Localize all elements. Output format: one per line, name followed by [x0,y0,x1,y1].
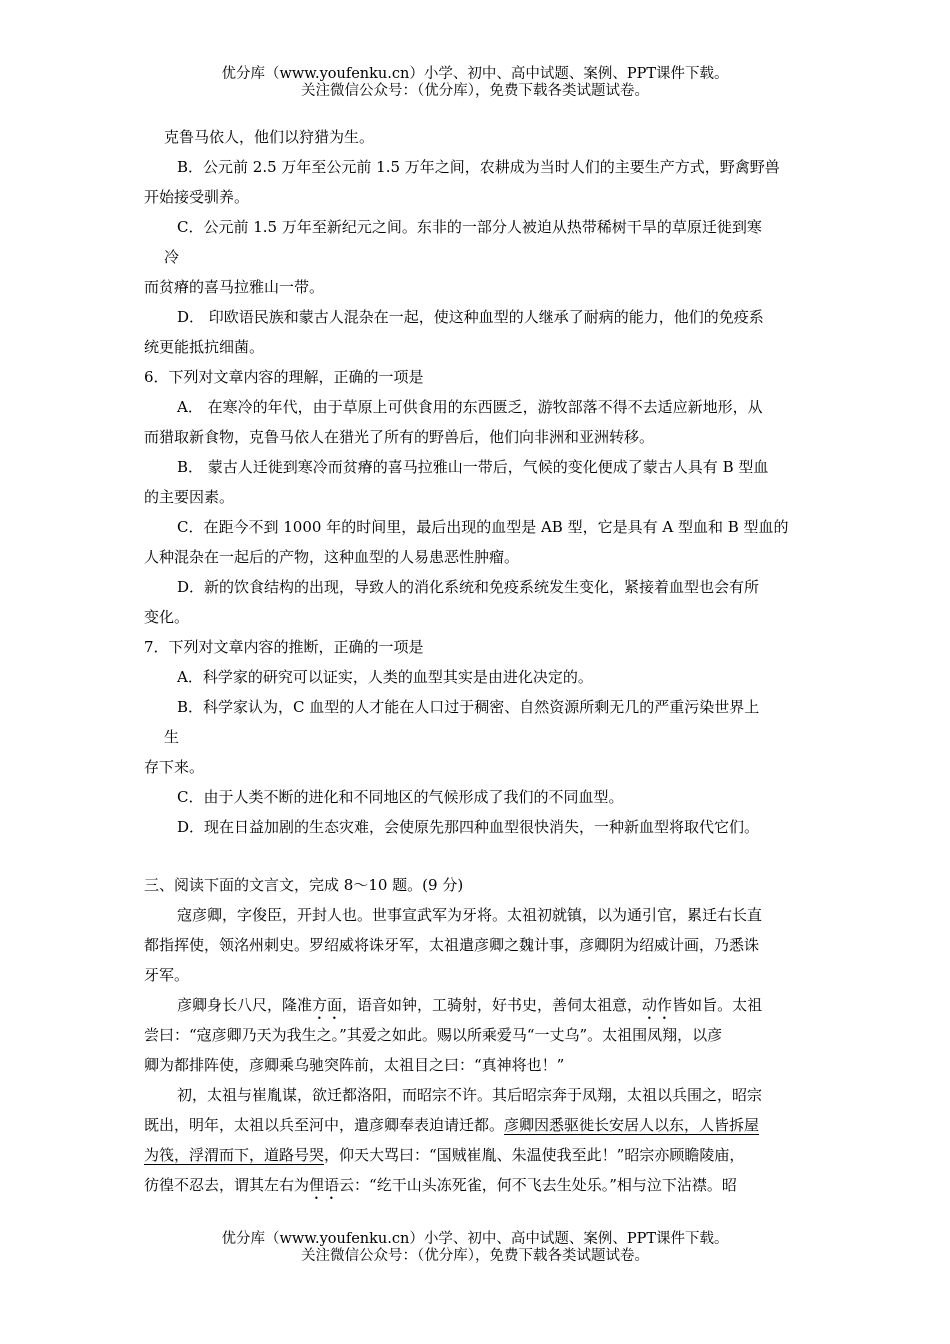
text-run: ，语音如钟，工骑射，好书史，善伺太祖意， [342,996,643,1014]
option-d-line-1: D．新的饮食结构的出现，导致人的消化系统和免疫系统发生变化，紧接着血型也会有所 [177,578,760,596]
section-3-classical-chinese [144,870,836,1200]
option-d-line-2: 统更能抵抗细菌。 [144,338,265,356]
dotted-term-liyu: 俚语 [309,1176,340,1194]
section-gap [144,842,836,870]
passage-p3-line-3 [144,1140,836,1170]
option-c: C．由于人类不断的进化和不同地区的气候形成了我们的不同血型。 [177,788,624,806]
option-c-line-2: 冷 [164,248,180,266]
passage-p2-line-3: 卿为都排阵使，彦卿乘乌驰突阵前，太祖目之曰：“真神将也！” [144,1056,565,1074]
option-b-line-2: 的主要因素。 [144,488,235,506]
text-run: ，仰天大骂曰：“国贼崔胤、朱温使我至此！”昭宗亦顾瞻陵庙， [324,1146,745,1164]
page-footer [0,1231,950,1265]
option-b-line-3: 存下来。 [144,758,205,776]
passage-p1-line-2: 都指挥使，领洺州刺史。罗绍威将诛牙军，太祖遣彦卿之魏计事，彦卿阴为绍威计画，乃悉诛 [144,936,760,954]
question-6 [144,362,836,632]
page-header [0,66,950,100]
text-run: 彷徨不忍去，谓其左右为 [144,1176,310,1194]
passage-p2-line-1 [144,990,836,1020]
option-a-line-2: 而猎取新食物，克鲁马依人在猎光了所有的野兽后，他们向非洲和亚洲转移。 [144,428,655,446]
header-line-2: 关注微信公众号：（优分库），免费下载各类试题试卷。 [301,83,649,99]
option-d: D．现在日益加剧的生态灾难，会使原先那四种血型很快消失，一种新血型将取代它们。 [177,818,760,836]
option-a: A．科学家的研究可以证实，人类的血型其实是由进化决定的。 [177,668,593,686]
passage-p3-line-1: 初，太祖与崔胤谋，欲迁都洛阳，而昭宗不许。其后昭宗奔于凤翔，太祖以兵围之，昭宗 [177,1086,763,1104]
option-a-tail: 克鲁马依人，他们以狩猎为生。 [164,128,375,146]
text-run: 云：“纥干山头冻死雀，何不飞去生处乐。”相与泣下沾襟。昭 [339,1176,737,1194]
footer-line-2: 关注微信公众号：（优分库），免费下载各类试题试卷。 [301,1248,649,1264]
footer-line-1: 优分库（www.youfenku.cn）小学、初中、高中试题、案例、PPT课件下载。 [221,1231,729,1247]
header-line-1: 优分库（www.youfenku.cn）小学、初中、高中试题、案例、PPT课件下载。 [221,66,729,82]
passage-p3-line-2 [144,1110,836,1140]
text-run: 既出，明年，太祖以兵至河中，遣彦卿奉表迫请迁都。 [144,1116,505,1134]
passage-p1-line-1: 寇彦卿，字俊臣，开封人也。世事宣武军为牙将。太祖初就镇，以为通引官，累迁右长直 [177,906,763,924]
text-run: 彦卿身长八尺，隆准 [177,996,313,1014]
underlined-sentence: 为筏，浮渭而下，道路号哭 [144,1146,325,1164]
question-7-stem: 7．下列对文章内容的推断，正确的一项是 [144,638,424,656]
passage-p2-line-2: 尝曰：“寇彦卿乃天为我生之。”其爱之如此。赐以所乘爱马“一丈乌”。太祖围凤翔，以彦 [144,1026,723,1044]
question-5-continued [144,122,836,362]
passage-p3-line-4 [144,1170,836,1200]
question-7 [144,632,836,842]
document-body [144,122,836,1200]
option-c-line-3: 而贫瘠的喜马拉雅山一带。 [144,278,325,296]
option-c-line-1: C．在距今不到 1000 年的时间里，最后出现的血型是 AB 型，它是具有 A 型血和 B 型血的 [177,518,789,536]
option-d-line-1: D． 印欧语民族和蒙古人混杂在一起，使这种血型的人继承了耐病的能力，他们的免疫系 [177,308,764,326]
underlined-sentence: 彦卿因悉驱徙长安居人以东，人皆拆屋 [504,1116,760,1134]
text-run: 皆如旨。太祖 [672,996,763,1014]
option-b-line-2: 开始接受驯养。 [144,188,250,206]
option-c-line-1: C．公元前 1.5 万年至新纪元之间。东非的一部分人被迫从热带稀树干旱的草原迁徙到寒 [177,218,762,236]
option-a-line-1: A． 在寒冷的年代，由于草原上可供食用的东西匮乏，游牧部落不得不去适应新地形，从 [177,398,763,416]
option-d-line-2: 变化。 [144,608,190,626]
section-3-heading: 三、阅读下面的文言文，完成 8～10 题。(9 分) [144,876,464,894]
option-c-line-2: 人种混杂在一起后的产物，这种血型的人易患恶性肿瘤。 [144,548,520,566]
question-6-stem: 6．下列对文章内容的理解，正确的一项是 [144,368,424,386]
passage-p1-line-3: 牙军。 [144,966,190,984]
option-b-line-1: B．公元前 2.5 万年至公元前 1.5 万年之间，农耕成为当时人们的主要生产方式，野禽野兽 [177,158,780,176]
dotted-term-fangmian: 方面 [312,996,343,1014]
option-b-line-2: 生 [164,728,180,746]
option-b-line-1: B．科学家认为，C 血型的人才能在人口过于稠密、自然资源所剩无几的严重污染世界上 [177,698,760,716]
dotted-term-dongzuo: 动作 [642,996,673,1014]
option-b-line-1: B． 蒙古人迁徙到寒冷而贫瘠的喜马拉雅山一带后，气候的变化便成了蒙古人具有 B 型血 [177,458,769,476]
